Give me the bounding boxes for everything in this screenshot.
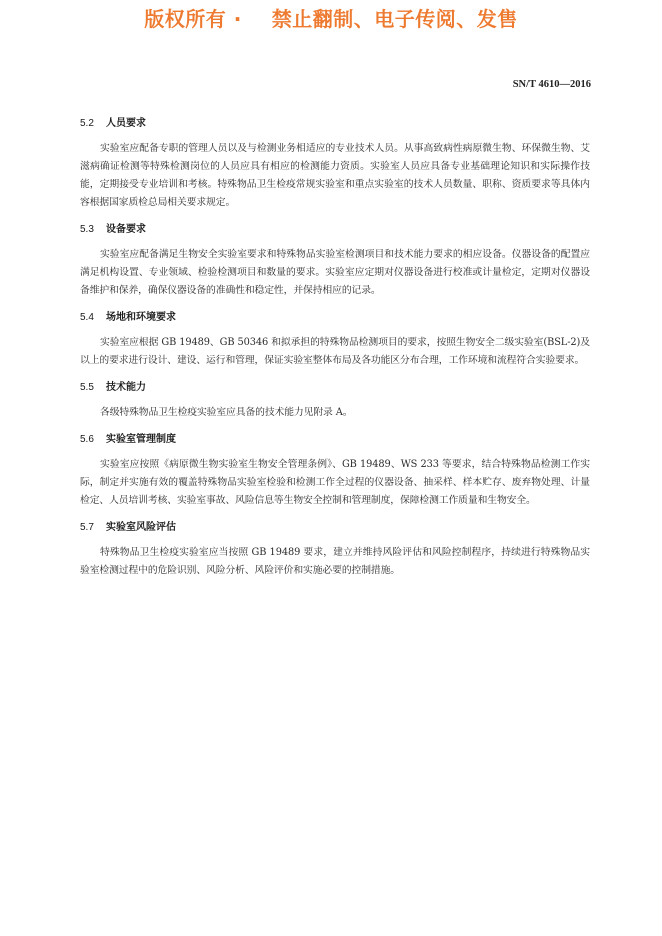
section-paragraph: 特殊物品卫生检疫实验室应当按照 GB 19489 要求，建立并维持风险评估和风险控制程序，持续进行特殊物品实验室检测过程中的危险识别、风险分析、风险评价和实施必要的控制措施。 — [80, 547, 590, 576]
section-number: 5.6 — [80, 434, 94, 445]
section-title: 实验室风险评估 — [106, 522, 176, 533]
section-heading — [80, 380, 590, 396]
section-paragraph: 实验室应配备满足生物安全实验室要求和特殊物品实验室检测项目和技术能力要求的相应设备。仪器设备的配置应满足机构设置、专业领域、检验检测项目和数量的要求。实验室应定期对仪器设备进行校准或计量检定，定期对仪器设备维护和保养，确保仪器设备的准确性和稳定性，并保持相应的记录。 — [80, 249, 590, 296]
section-title: 技术能力 — [106, 382, 146, 393]
section-paragraph: 实验室应配备专职的管理人员以及与检测业务相适应的专业技术人员。从事高致病性病原微生物、环保微生物、艾滋病确证检测等特殊检测岗位的人员应具有相应的检测能力资质。实验室人员应具备专业基础理论知识和实际操作技能，定期接受专业培训和考核。特殊物品卫生检疫常规实验室和重点实验室的技术人员数量、职称、资质要求等具体内容根据国家质检总局相关要求规定。 — [80, 143, 590, 208]
section-5-2 — [80, 116, 590, 212]
section-heading — [80, 116, 590, 132]
section-heading — [80, 222, 590, 238]
section-title: 实验室管理制度 — [106, 434, 176, 445]
section-heading — [80, 520, 590, 536]
section-number: 5.4 — [80, 312, 94, 323]
section-title: 人员要求 — [106, 118, 146, 129]
section-number: 5.3 — [80, 224, 94, 235]
section-paragraph: 实验室应按照《病原微生物实验室生物安全管理条例》、GB 19489、WS 233 等要求，结合特殊物品检测工作实际，制定并实施有效的覆盖特殊物品实验室检验和检测工作全过程的仪器设备、抽采样、样本贮存、废弃物处理、计量检定、人员培训考核、实验室事故、风险信息等生物安全控制和管理制度，保障检测工作质量和生物安全。 — [80, 459, 590, 506]
section-5-3 — [80, 222, 590, 300]
section-5-5 — [80, 380, 590, 422]
standard-code: SN/T 4610—2016 — [512, 79, 591, 90]
section-paragraph: 各级特殊物品卫生检疫实验室应具备的技术能力见附录 A。 — [100, 407, 353, 418]
section-paragraph: 实验室应根据 GB 19489、GB 50346 和拟承担的特殊物品检测项目的要求，按照生物安全二级实验室(BSL-2)及以上的要求进行设计、建设、运行和管理，保证实验室整体布局及各功能区分布合理，工作环境和流程符合实验要求。 — [80, 337, 590, 366]
section-title: 场地和环境要求 — [106, 312, 176, 323]
section-5-7 — [80, 520, 590, 580]
section-number: 5.5 — [80, 382, 94, 393]
section-number: 5.7 — [80, 522, 94, 533]
section-heading — [80, 310, 590, 326]
section-5-4 — [80, 310, 590, 370]
section-title: 设备要求 — [106, 224, 146, 235]
section-number: 5.2 — [80, 118, 94, 129]
section-5-6 — [80, 432, 590, 510]
document-body — [80, 116, 590, 590]
copyright-banner: 版权所有 · 禁止翻制、电子传阅、发售 — [144, 7, 518, 31]
section-heading — [80, 432, 590, 448]
